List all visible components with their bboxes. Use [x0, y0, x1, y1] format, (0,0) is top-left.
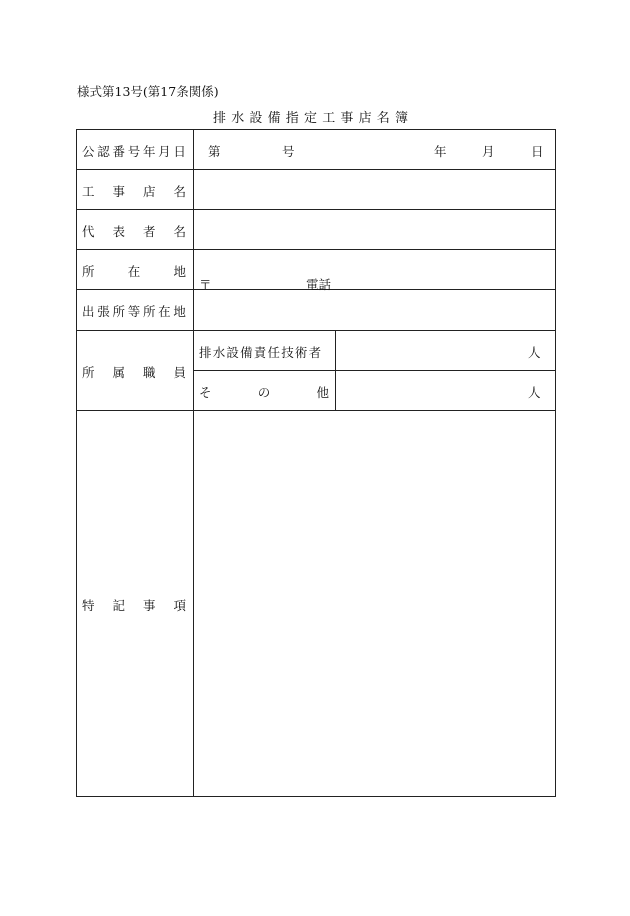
row-divider: [76, 169, 556, 170]
month-unit: 月: [482, 144, 495, 159]
label-char: 所: [112, 304, 125, 319]
number-suffix: 号: [282, 144, 295, 159]
year-unit: 年: [434, 144, 447, 159]
label-char: 等: [127, 304, 141, 319]
label-char: 職: [142, 365, 156, 380]
label-char: 日: [173, 144, 186, 159]
label-char: 所: [82, 365, 95, 380]
label-char: 月: [158, 144, 171, 159]
label-char: 号: [127, 144, 141, 159]
label-char: 項: [173, 598, 186, 613]
label-char: 表: [112, 224, 125, 239]
staff-subcolumn-divider: [335, 330, 336, 410]
number-prefix: 第: [208, 144, 221, 159]
label-char: 在: [127, 264, 141, 279]
postal-mark: 〒: [199, 277, 212, 292]
label-char: 地: [173, 304, 186, 319]
label-char: 記: [112, 598, 125, 613]
label-char: 員: [173, 365, 186, 380]
row-divider: [76, 410, 556, 411]
remarks-label: [82, 596, 186, 614]
label-char: 所: [142, 304, 156, 319]
label-column-divider: [193, 129, 194, 797]
branch-address-label: [82, 302, 186, 320]
label-char: 出: [82, 304, 95, 319]
address-label: [82, 262, 186, 280]
label-char: 特: [82, 598, 95, 613]
label-char: 名: [173, 224, 186, 239]
other-staff-unit: 人: [528, 385, 541, 400]
form-reference: 様式第13号(第17条関係): [77, 84, 219, 99]
label-char: 属: [112, 365, 125, 380]
label-char: 地: [173, 264, 186, 279]
label-char: 者: [142, 224, 156, 239]
label-char: 張: [97, 304, 110, 319]
representative-name-label: [82, 222, 186, 240]
contractor-name-label: [82, 182, 186, 200]
label-char: 店: [142, 184, 156, 199]
label-char: 事: [142, 598, 156, 613]
label-char: 事: [112, 184, 125, 199]
label-char: 代: [82, 224, 95, 239]
label-char: そ: [199, 385, 212, 400]
row-divider: [76, 330, 556, 331]
label-char: の: [257, 385, 271, 400]
label-char: 工: [82, 184, 95, 199]
label-char: 認: [97, 144, 110, 159]
day-unit: 日: [531, 144, 544, 159]
label-char: 番: [112, 144, 125, 159]
label-char: 他: [316, 385, 329, 400]
engineer-unit: 人: [528, 345, 541, 360]
page-title: 排水設備指定工事店名簿: [213, 111, 414, 126]
row-divider: [76, 209, 556, 210]
label-char: 所: [82, 264, 95, 279]
staff-label: [82, 363, 186, 381]
phone-label: 電話: [306, 277, 332, 292]
label-char: 公: [82, 144, 95, 159]
other-staff-label: [199, 383, 329, 401]
notice-number-date-label: [82, 142, 186, 160]
engineer-label: 排水設備責任技術者: [199, 345, 323, 360]
row-divider: [76, 249, 556, 250]
label-char: 年: [142, 144, 156, 159]
row-divider: [193, 370, 556, 371]
label-char: 在: [158, 304, 171, 319]
label-char: 名: [173, 184, 186, 199]
